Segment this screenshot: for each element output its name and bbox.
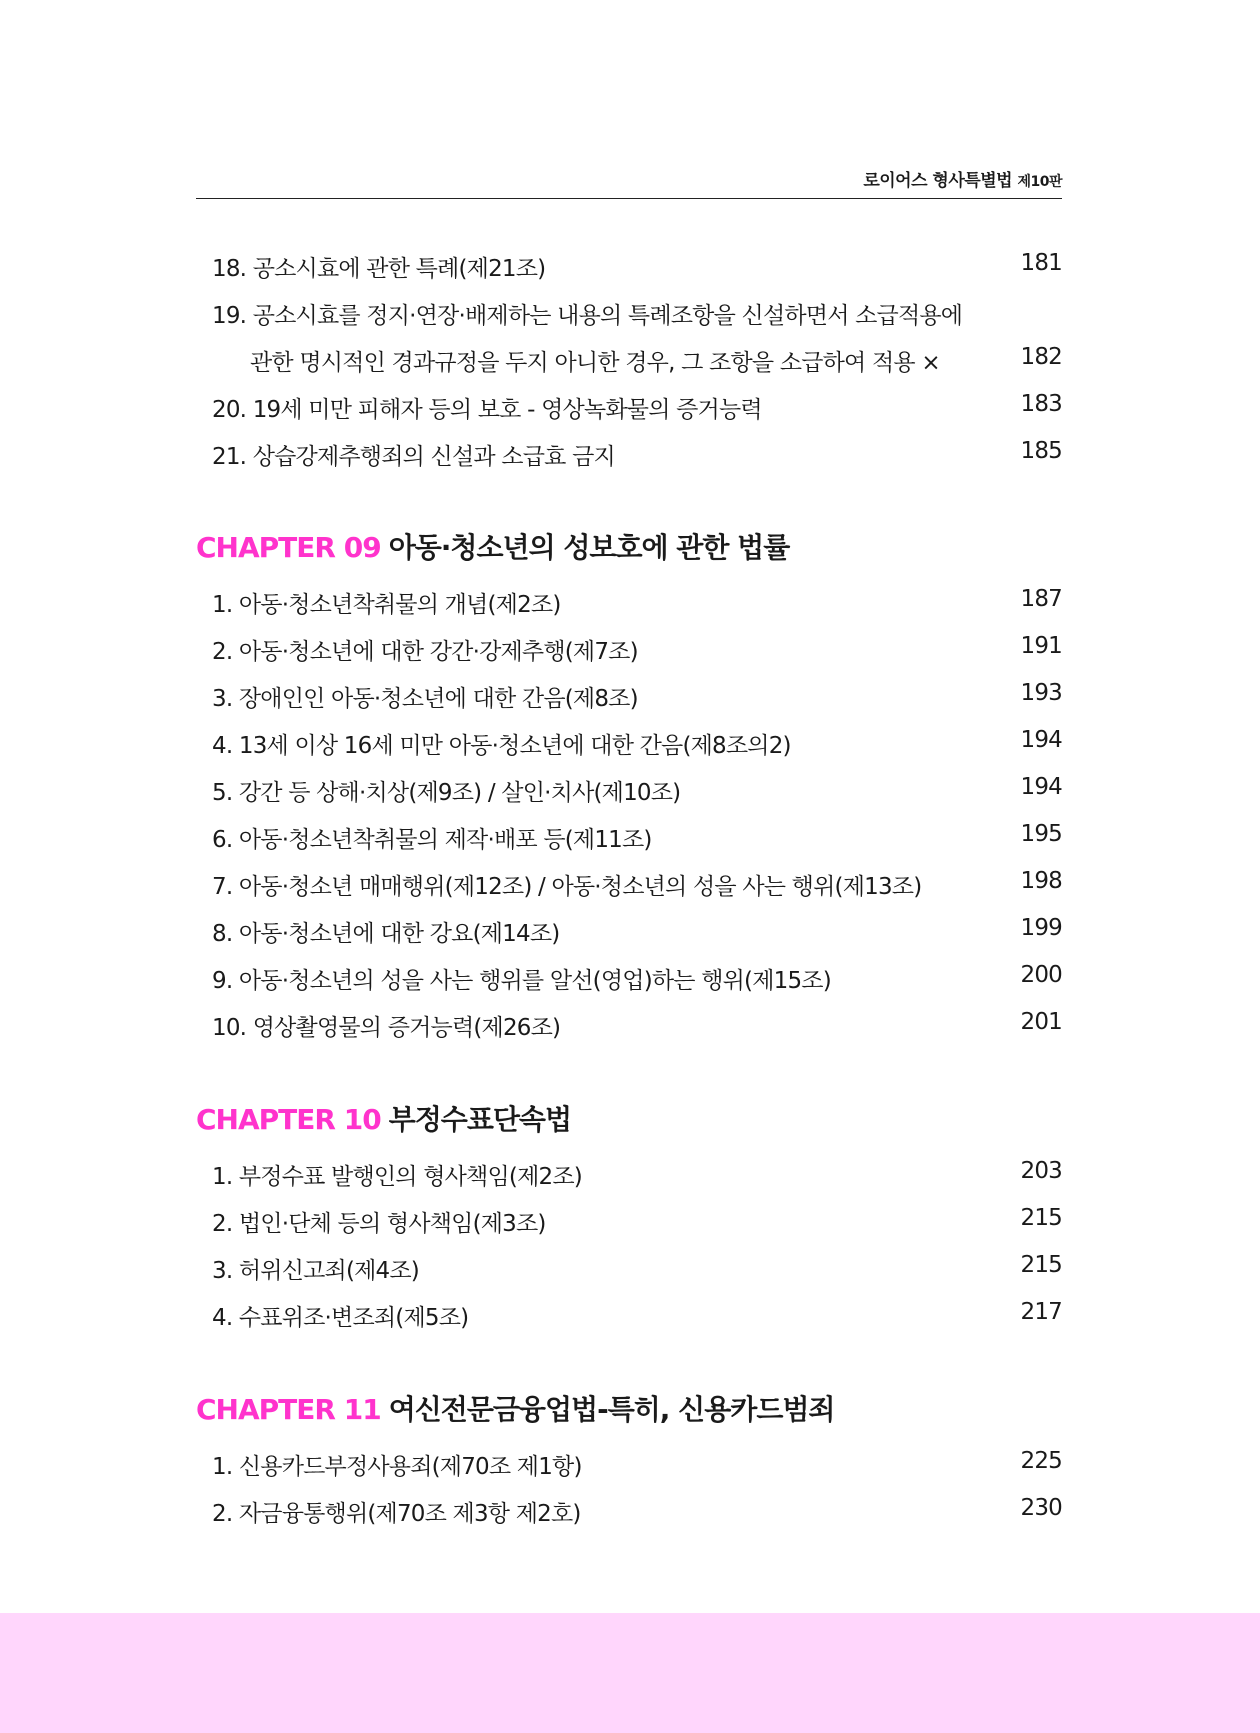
toc-entry[interactable] (196, 1003, 1062, 1043)
toc-entry-label: 2. 아동·청소년에 대한 강간·강제추행(제7조) (212, 639, 638, 665)
toc-entry[interactable] (196, 862, 1062, 902)
toc-entry-label: 21. 상습강제추행죄의 신설과 소급효 금지 (212, 444, 615, 470)
toc-entry[interactable] (196, 1152, 1062, 1192)
toc-entry-label: 5. 강간 등 상해·치상(제9조) / 살인·치사(제10조) (212, 780, 681, 806)
chapter-title: 아동·청소년의 성보호에 관한 법률 (388, 531, 790, 564)
toc-entry[interactable] (196, 580, 1062, 620)
chapter-number: CHAPTER 11 (196, 1393, 381, 1426)
toc-entry-label: 19. 공소시효를 정지·연장·배제하는 내용의 특례조항을 신설하면서 소급적용에 (212, 303, 963, 329)
toc-entry-page: 203 (1020, 1158, 1062, 1184)
toc-entry-page: 195 (1020, 821, 1062, 847)
toc-entry-page: 187 (1020, 586, 1062, 612)
chapter-heading[interactable] (196, 1388, 834, 1432)
toc-entry-label: 4. 13세 이상 16세 미만 아동·청소년에 대한 간음(제8조의2) (212, 733, 791, 759)
toc-entry[interactable] (196, 1293, 1062, 1333)
toc-entry-label: 1. 신용카드부정사용죄(제70조 제1항) (212, 1454, 582, 1480)
toc-entry-label: 4. 수표위조·변조죄(제5조) (212, 1305, 469, 1331)
toc-entry-page: 215 (1020, 1252, 1062, 1278)
toc-entry-page: 200 (1020, 962, 1062, 988)
edition-label: 제10판 (1017, 174, 1062, 190)
toc-entry-page: 199 (1020, 915, 1062, 941)
toc-entry[interactable] (196, 674, 1062, 714)
toc-entry-label: 1. 부정수표 발행인의 형사책임(제2조) (212, 1164, 582, 1190)
toc-entry-page: 183 (1020, 391, 1062, 417)
toc-entry-page: 201 (1020, 1009, 1062, 1035)
toc-entry-label: 6. 아동·청소년착취물의 제작·배포 등(제11조) (212, 827, 652, 853)
book-title: 로이어스 형사특별법 제10판 (863, 171, 1062, 191)
running-header (196, 160, 1062, 199)
chapter-title: 여신전문금융업법-특히, 신용카드범죄 (388, 1393, 835, 1426)
toc-entry[interactable] (196, 1246, 1062, 1286)
toc-entry-label: 10. 영상촬영물의 증거능력(제26조) (212, 1015, 561, 1041)
footer-band (0, 1613, 1260, 1733)
toc-entry[interactable] (196, 909, 1062, 949)
toc-entry-label: 7. 아동·청소년 매매행위(제12조) / 아동·청소년의 성을 사는 행위(제13조) (212, 874, 922, 900)
toc-entry[interactable] (196, 768, 1062, 808)
chapter-title: 부정수표단속법 (388, 1103, 572, 1136)
toc-entry-label: 관한 명시적인 경과규정을 두지 아니한 경우, 그 조항을 소급하여 적용 × (250, 350, 940, 376)
toc-entry-label: 1. 아동·청소년착취물의 개념(제2조) (212, 592, 561, 618)
toc-entry[interactable] (196, 244, 1062, 284)
toc-entry-label: 9. 아동·청소년의 성을 사는 행위를 알선(영업)하는 행위(제15조) (212, 968, 831, 994)
toc-entry-page: 194 (1020, 727, 1062, 753)
toc-entry-continuation[interactable] (196, 338, 1062, 378)
toc-entry-page: 181 (1020, 250, 1062, 276)
toc-entry-label: 8. 아동·청소년에 대한 강요(제14조) (212, 921, 560, 947)
toc-entry[interactable] (196, 291, 1062, 331)
toc-entry-label: 3. 허위신고죄(제4조) (212, 1258, 419, 1284)
toc-entry-page: 225 (1020, 1448, 1062, 1474)
toc-entry-page: 191 (1020, 633, 1062, 659)
toc-entry-page: 230 (1020, 1495, 1062, 1521)
toc-entry[interactable] (196, 385, 1062, 425)
chapter-number: CHAPTER 09 (196, 531, 381, 564)
toc-entry[interactable] (196, 721, 1062, 761)
toc-entry-page: 193 (1020, 680, 1062, 706)
toc-entry-page: 185 (1020, 438, 1062, 464)
toc-entry-label: 2. 법인·단체 등의 형사책임(제3조) (212, 1211, 546, 1237)
toc-entry-page: 198 (1020, 868, 1062, 894)
toc-entry-label: 18. 공소시효에 관한 특례(제21조) (212, 256, 546, 282)
chapter-number: CHAPTER 10 (196, 1103, 381, 1136)
toc-entry[interactable] (196, 1199, 1062, 1239)
chapter-heading[interactable] (196, 526, 789, 570)
toc-entry[interactable] (196, 432, 1062, 472)
toc-entry-label: 3. 장애인인 아동·청소년에 대한 간음(제8조) (212, 686, 638, 712)
chapter-heading[interactable] (196, 1098, 571, 1142)
toc-entry[interactable] (196, 1489, 1062, 1529)
toc-entry-label: 20. 19세 미만 피해자 등의 보호 - 영상녹화물의 증거능력 (212, 397, 762, 423)
toc-entry[interactable] (196, 627, 1062, 667)
toc-entry-page: 182 (1020, 344, 1062, 370)
toc-entry[interactable] (196, 815, 1062, 855)
toc-entry-page: 215 (1020, 1205, 1062, 1231)
toc-entry[interactable] (196, 956, 1062, 996)
toc-entry-page: 194 (1020, 774, 1062, 800)
toc-entry-page: 217 (1020, 1299, 1062, 1325)
toc-entry-label: 2. 자금융통행위(제70조 제3항 제2호) (212, 1501, 581, 1527)
toc-entry[interactable] (196, 1442, 1062, 1482)
